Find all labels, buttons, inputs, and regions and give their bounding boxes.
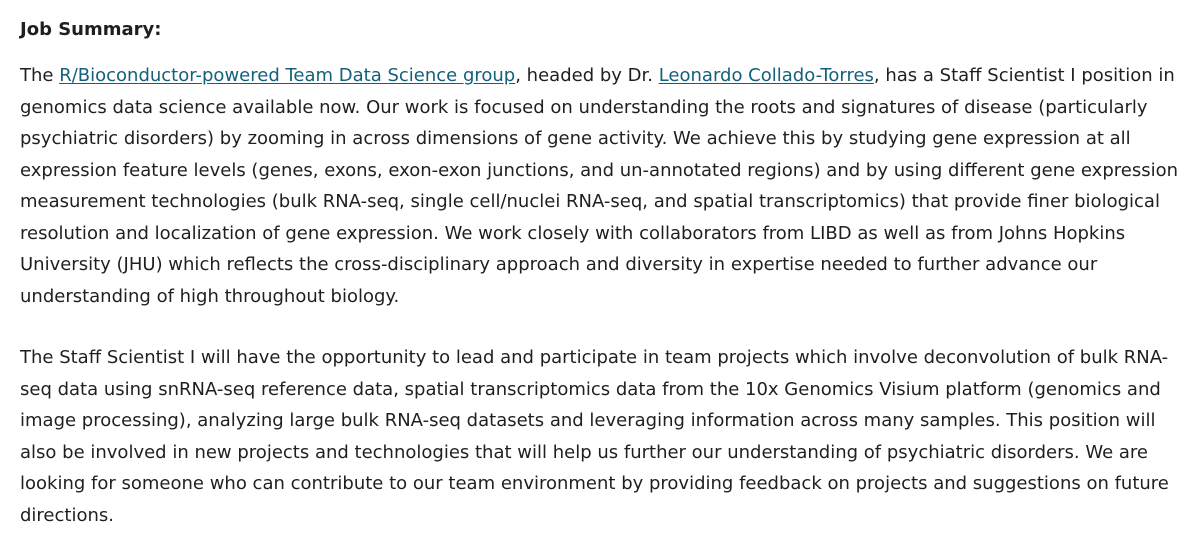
intro-prefix: The bbox=[20, 65, 60, 86]
section-heading: Job Summary: bbox=[20, 19, 162, 40]
intro-paragraph bbox=[20, 60, 1180, 312]
intro-body: , has a Staff Scientist I position in genomics data science available now. Our work is focused on understanding the roots and signatures of disease (particularly psychiatric disorders) by zooming in across dimensions of gene activity. We achieve this by studying gene expression at all expression feature levels (genes, exons, exon-exon junctions, and un-annotated regions) and by using different gene expression measurement technologies (bulk RNA-seq, single cell/nuclei RNA-seq, and spatial transcriptomics) that provide finer biological resolution and localization of gene expression. We work closely with collaborators from LIBD as well as from Johns Hopkins University (JHU) which reflects the cross-disciplinary approach and diversity in expertise needed to further advance our understanding of high throughout biology. bbox=[20, 65, 1179, 307]
team-data-science-link[interactable]: R/Bioconductor-powered Team Data Science group bbox=[59, 65, 516, 86]
leonardo-collado-torres-link[interactable]: Leonardo Collado-Torres bbox=[658, 65, 874, 86]
intro-middle: , headed by Dr. bbox=[515, 65, 659, 86]
role-paragraph: The Staff Scientist I will have the opportunity to lead and participate in team projects which involve deconvolution of bulk RNA-seq data using snRNA-seq reference data, spatial transcriptomics data from the 10x Genomics Visium platform (genomics and image processing), analyzing large bulk RNA-seq datasets and leveraging information across many samples. This position will also be involved in new projects and technologies that will help us further our understanding of psychiatric disorders. We are looking for someone who can contribute to our team environment by providing feedback on projects and suggestions on future directions. bbox=[20, 347, 1169, 526]
